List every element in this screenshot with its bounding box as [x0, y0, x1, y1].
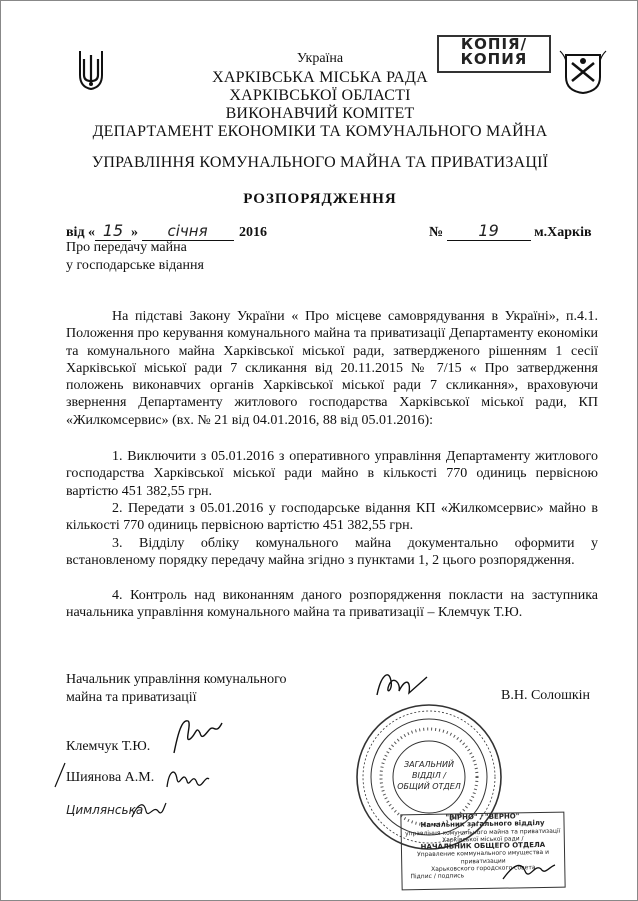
verified-stamp-line6: Управление коммунального имущества и приватизации: [417, 849, 550, 866]
verified-stamp-line3: управління комунального майна та приватизації: [404, 827, 561, 837]
approval-signature-2: [161, 761, 211, 795]
signatory-position: [66, 671, 287, 707]
header-committee: ВИКОНАВЧИЙ КОМІТЕТ: [225, 105, 415, 122]
header-council: ХАРКІВСЬКА МІСЬКА РАДА: [212, 69, 428, 86]
subject-line2: у господарське відання: [66, 258, 204, 273]
number-label: №: [429, 225, 444, 240]
subject: [66, 239, 204, 275]
header-department: ДЕПАРТАМЕНТ ЕКОНОМІКИ ТА КОМУНАЛЬНОГО МАЙНА: [92, 123, 548, 140]
verified-stamp-line7: Харьковского городского совета: [431, 864, 536, 873]
approval-person2: Шиянова А.М.: [66, 770, 155, 785]
item-2: [66, 500, 598, 535]
date-year: 2016: [239, 225, 268, 240]
round-stamp-center: [389, 759, 469, 792]
item-4-text: 4. Контроль над виконанням даного розпорядження покласти на заступника начальника управління комунального майна та приватизації – Клемчук Т.Ю.: [66, 588, 598, 621]
item-1: [66, 448, 598, 500]
approval-signature-1: [166, 713, 226, 759]
date-month: січня: [142, 222, 234, 241]
verified-stamp-line5: НАЧАЛЬНИК ОБЩЕГО ОТДЕЛА: [420, 841, 546, 852]
date-day: 15: [95, 221, 131, 241]
item-4: [66, 587, 598, 622]
round-stamp-line3: ОБЩИЙ ОТДЕЛ: [397, 782, 461, 791]
order-number: 19: [447, 221, 531, 241]
date-prefix: від «: [66, 225, 96, 240]
header-directorate: УПРАВЛІННЯ КОМУНАЛЬНОГО МАЙНА ТА ПРИВАТИЗАЦІЇ: [91, 154, 549, 171]
approval-slash-mark: [53, 761, 67, 789]
item-2-text: 2. Передати з 05.01.2016 у господарське відання КП «Жилкомсервис» майно в кількості 770 одиниць первісною вартістю 451 382,55 грн.: [66, 501, 598, 534]
signatory-position-line1: Начальник управління комунального: [66, 672, 287, 687]
date-close: »: [131, 225, 139, 240]
approval-person1: Клемчук Т.Ю.: [66, 739, 151, 754]
verified-stamp-signature: [499, 857, 559, 887]
verified-stamp-line1: "ВІРНО" / "ВЕРНО": [445, 812, 520, 822]
header-oblast: ХАРКІВСЬКОЇ ОБЛАСТІ: [229, 87, 411, 104]
intro-text: На підставі Закону України « Про місцеве самоврядування в Україні», п.4.1. Положення про керування комунального майна та приватизації Департаменту економіки та комунального майна Харківської міської ради, затвердженого рішенням 1 сесії Харківської міської ради 7 скликання від 20.11.2015 № 7/15 « Про затвердження положень виконавчих органів Харківської міської ради 7 скликання», враховуючи звернення Департаменту житлового господарства Харківської міської ради, КП «Жилкомсервис» (вх. № 21 від 04.01.2016, 88 від 05.01.2016):: [66, 309, 598, 428]
header-country: Україна: [296, 51, 344, 66]
item-1-text: 1. Виключити з 05.01.2016 з оперативного управління Департаменту житлового господарства Харківської міської ради майно в кількості 770 одиниць первісною вартістю 451 382,55 грн.: [66, 449, 598, 499]
item-3-text: 3. Відділу обліку комунального майна документально оформити у встановленому порядку передачу майна згідно з пунктами 1, 2 цього розпорядження.: [66, 536, 598, 569]
signatory-position-line2: майна та приватизації: [66, 690, 197, 705]
verified-stamp-line4: Харківської міської ради /: [441, 835, 524, 844]
signatory-name: В.Н. Солошкін: [501, 688, 591, 703]
item-3: [66, 535, 598, 570]
verified-stamp-line8: Підпис / подпись: [410, 872, 465, 881]
approval-person3: Цимлянська: [66, 803, 144, 817]
city: м.Харків: [534, 225, 592, 240]
document-title: РОЗПОРЯДЖЕННЯ: [243, 191, 397, 207]
round-stamp-line2: ВІДДІЛ /: [412, 771, 446, 780]
subject-line1: Про передачу майна: [66, 240, 187, 255]
copy-stamp-line1: КОПІЯ/: [460, 35, 528, 53]
approval-signature-3: [128, 797, 168, 825]
intro-paragraph: [66, 308, 598, 429]
verified-stamp-line2: Начальник загального відділу: [420, 819, 545, 830]
copy-stamp-line2: КОПИЯ: [460, 50, 528, 68]
director-signature: [371, 665, 431, 705]
round-stamp-line1: ЗАГАЛЬНИЙ: [403, 760, 455, 769]
